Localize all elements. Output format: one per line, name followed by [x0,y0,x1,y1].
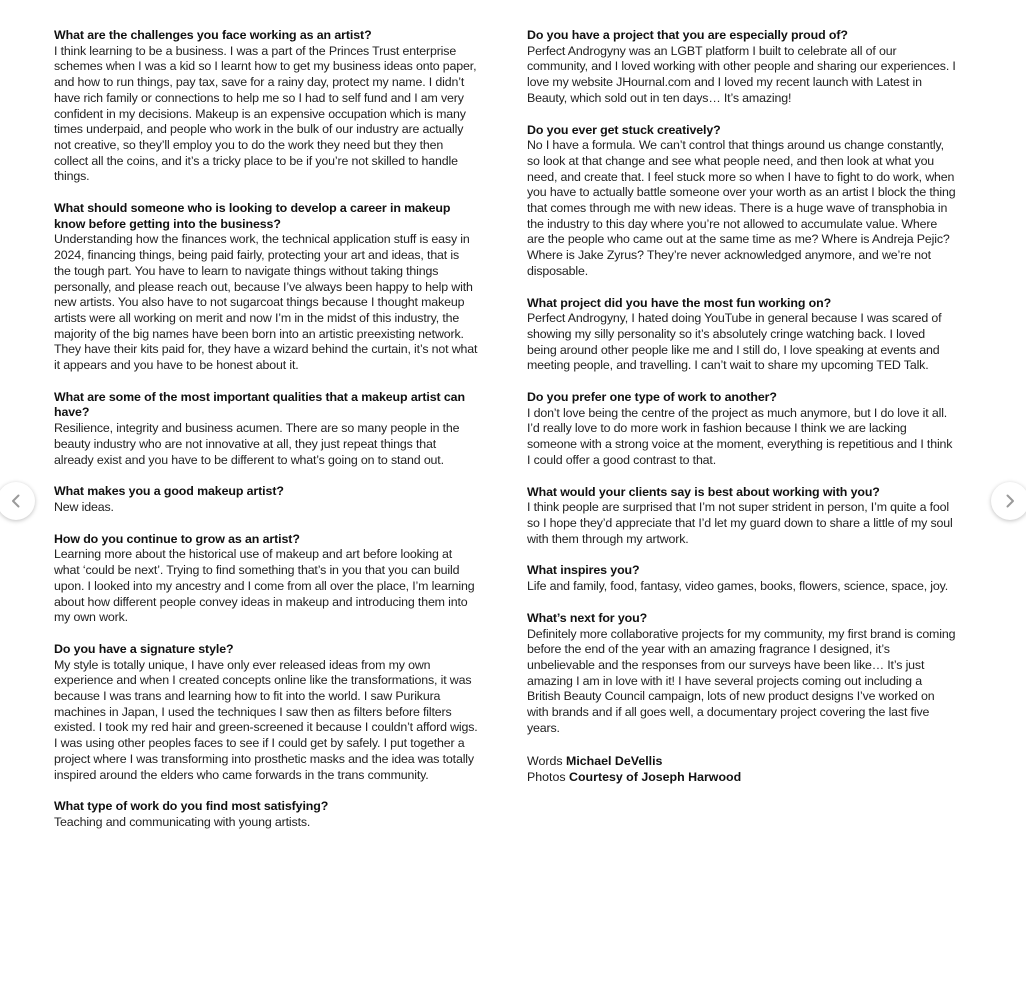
question: What are the challenges you face working as an artist? [54,28,372,42]
answer: No I have a formula. We can’t control that things around us change constantly, so look at that change and see what people need, and then look at what you need, and create that. I feel stuck more so when I have to fight to do work, when you have to actually battle someone over your worth as an artist I block the thing that comes through me with new ideas. There is a huge wave of transphobia in the industry to this day where you’re not allowed to accumulate value. Where are the people who came out at the same time as me? Where is Andreja Pejic? Where is Jake Zyrus? They’re never acknowledged anymore, and we’re not disposable. [527,138,956,278]
qa-item [527,611,957,737]
answer: Learning more about the historical use of makeup and art before looking at what ‘could be next’. Trying to find something that’s in you that you can build upon. I looked into my ancestry and I come from all over the place, I’m learning about how different people convey ideas in makeup and introducing them into my own work. [54,547,475,625]
words-credit [527,754,957,770]
answer: New ideas. [54,499,114,514]
question: Do you have a project that you are especially proud of? [527,28,848,42]
answer: Resilience, integrity and business acumen. There are so many people in the beauty industry who are not innovative at all, they just repeat things that already exist and you have to be different to what’s going on to stand out. [54,421,460,467]
qa-item [527,563,957,594]
photos-credit [527,770,957,786]
question: What would your clients say is best about working with you? [527,484,880,499]
answer: Perfect Androgyny, I hated doing YouTube in general because I was scared of showing my silly personality so it’s absolutely cringe watching back. I loved being around other people like me and I still do, I love speaking at events and meeting people, and travelling. I can’t wait to share my upcoming TED Talk. [527,311,942,373]
question: Do you prefer one type of work to another? [527,390,777,405]
answer: Life and family, food, fantasy, video games, books, flowers, science, space, joy. [527,579,949,594]
answer: My style is totally unique, I have only ever released ideas from my own experience and when I created concepts online like the transformations, it was because I was trans and learning how to fit into the world. I saw Purikura machines in Japan, I used the techniques I saw then as filters before filters existed. I took my red hair and green-screened it because I couldn’t afford wigs. I was using other peoples faces to see if I could get by safely. I put together a project where I was transforming into prosthetic masks and the idea was totally inspired around the elders who came forwards in the trans community. [54,657,478,782]
credits [527,754,957,785]
qa-item [54,532,478,626]
question: Do you have a signature style? [54,641,234,656]
qa-item [54,484,478,515]
qa-item [54,390,478,469]
question: Do you ever get stuck creatively? [527,122,721,137]
chevron-right-icon [1001,492,1019,510]
question: How do you continue to grow as an artist? [54,531,300,546]
qa-item [527,485,957,548]
answer: Understanding how the finances work, the technical application stuff is easy in 2024, financing things, being paid fairly, protecting your art and ideas, that is the tough part. You have to learn to navigate things without taking things personally, and please reach out, because I’ve always been happy to help with new artists. You also have to not sugarcoat things because I thought makeup artists were all working on merit and now I’m in the midst of this industry, the majority of the big names have been born into an artistic preexisting network. They have their kits paid for, they have a wizard behind the curtain, it’s not what it appears and you have to be honest about it. [54,232,478,373]
qa-item [527,123,957,280]
qa-item [527,296,957,375]
qa-item [54,642,478,783]
question: What should someone who is looking to develop a career in makeup know before getting into the business? [54,201,451,231]
words-label: Words [527,754,563,769]
question: What’s next for you? [527,610,648,625]
photos-label: Photos [527,770,566,785]
next-page-button[interactable] [991,482,1026,520]
question: What project did you have the most fun working on? [527,295,832,310]
chevron-left-icon [7,492,25,510]
words-name: Michael DeVellis [566,754,663,769]
answer: Definitely more collaborative projects for my community, my first brand is coming before the end of the year with an amazing fragrance I designed, it’s unbelievable and the responses from our surveys have been like… It’s just amazing I am in love with it! I have several projects coming out including a British Beauty Council campaign, lots of new product designs I’ve worked on with brands and if all goes well, a documentary project covering the last five years. [527,626,956,735]
question: What inspires you? [527,563,640,578]
answer: I think people are surprised that I’m not super strident in person, I’m quite a fool so I hope they’d appreciate that I’d let my guard down to share a little of my soul with them through my artwork. [527,500,953,546]
qa-item [54,799,478,830]
answer: I think learning to be a business. I was a part of the Princes Trust enterprise schemes when I was a kid so I learnt how to get my business ideas onto paper, and how to run things, pay tax, save for a rainy day, protect my name. I didn’t have rich family or connections to help me so I had to self fund and I am very confident in my decisions. Makeup is an expensive occupation which is many times underpaid, and people who work in the bulk of our industry are actually not creative, so they’ll employ you to do the work they need but they then collect all the coins, and it’s a tricky place to be if you’re not skilled to handle things. [54,43,477,184]
answer: Perfect Androgyny was an LGBT platform I built to celebrate all of our community, and I loved working with other people and sharing our experiences. I love my website JHournal.com and I loved my recent launch with Latest in Beauty, which sold out in ten days… It’s amazing! [527,43,956,105]
answer: I don’t love being the centre of the project as much anymore, but I do love it all. I’d really love to do more work in fashion because I think we are lacking someone with a strong voice at the moment, everything is repetitious and I think I could offer a good contrast to that. [527,405,953,467]
question: What makes you a good makeup artist? [54,484,284,499]
qa-item [527,390,957,469]
qa-item [54,201,478,374]
question: What type of work do you find most satisfying? [54,799,329,814]
question: What are some of the most important qualities that a makeup artist can have? [54,389,465,420]
left-column [54,28,478,847]
answer: Teaching and communicating with young artists. [54,814,311,829]
right-column [527,28,957,786]
qa-item [527,28,957,107]
photos-name: Courtesy of Joseph Harwood [569,770,742,785]
previous-page-button[interactable] [0,482,35,520]
qa-item [54,28,478,185]
